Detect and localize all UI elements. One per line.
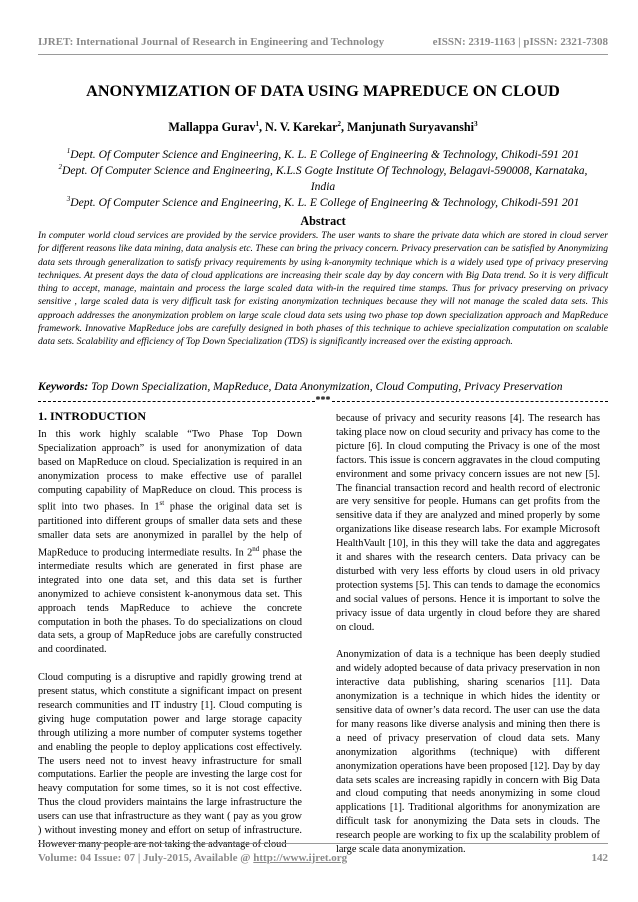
affiliation-3: $^3$Dept. Of Computer Science and Engineering, K. L. E College of Engineering & Technology, Chikodi-591 201 [66,195,580,209]
affiliation-1: $^1$Dept. Of Computer Science and Engineering, K. L. E College of Engineering & Technology, Chikodi-591 201 [66,147,580,161]
section-heading: 1. INTRODUCTION [38,409,147,423]
author-3: Manjunath Suryavanshi [347,120,475,135]
author-list: Mallappa Gurav$^1$, N. V. Karekar$^2$, Manjunath Suryavanshi$^3$ [168,120,478,135]
author-3-sup: 3 [474,120,478,128]
running-header [38,36,608,48]
issn: eISSN: 2319-1163 | pISSN: 2321-7308 [432,36,608,48]
author-2: N. V. Karekar [265,120,338,135]
affiliation-2: $^2$Dept. Of Computer Science and Engineering, K.L.S Gogte Institute Of Technology, Belagavi-590008, Karnataka, India [58,163,588,193]
author-1: Mallappa Gurav [168,120,256,135]
keywords-text: Top Down Specialization, MapReduce, Data Anonymization, Cloud Computing, Privacy Preservation [91,380,563,393]
keywords [38,380,608,393]
abstract-text: In computer world cloud services are provided by the service providers. The user wants to share the private data which are stored in cloud server for different reasons like data mining, data analysis etc. These can bring the privacy concern. Privacy preservation can be satisfied by Anonymizing data sets through generalization to satisfy privacy requirements by using k-anonymity technique which is a widely used type of privacy preserving techniques. At present days the data of cloud applications are increasing their scale day by day concern with Big Data trend. So it is very difficult thing to accept, manage, maintain and process the large scaled data with-in the required time stamps. Thus for privacy preserving on privacy sensitive , large scaled data is very difficult task for existing anonymization techniques because they will not manage the scaled data sets. This approach addresses the anonymization problem on large scale cloud data sets using two phase top down specialization approach and MapReduce framework. Innovative MapReduce jobs are carefully designed in both phases of this technique to achieve specialization computation on scalable data sets. Scalability and efficiency of Top Down Specialization (TDS) is significantly increased over the existing approach. [38,230,608,348]
paragraph: Cloud computing is a disruptive and rapidly growing trend at present status, which constitute a significant impact on present research communities and IT industry [1]. Cloud computing is giving huge computation power and large storage capacity through utilizing a more number of computer systems together and enabling the people to deploy applications cost effectively. The users need not to invest heavy infrastructure for small computations. Earlier the people are investing the large cost for heavy computation for some times, so it is not cost effective. Thus the cloud providers maintains the large infrastructure the users can use that infrastructure as they want ( pay as you grow ) without investing money and effort on setup of infrastructure. However many people are not taking the advantage of cloud [38,672,302,851]
right-column [336,412,600,871]
abstract-heading: Abstract [300,214,346,228]
keywords-label: Keywords: [38,380,89,393]
running-footer [38,852,608,864]
journal-link[interactable]: http://www.ijret.org [253,852,348,864]
paper-title: ANONYMIZATION OF DATA USING MAPREDUCE ON CLOUD [86,82,560,100]
section-separator: *** [38,396,608,406]
footer-rule [38,843,608,844]
page-number: 142 [591,852,608,864]
paragraph: In this work highly scalable “Two Phase Top Down Specialization approach” is used for anonymization of data based on MapReduce on cloud. Specialization is required in an anonymization process to make effective use of parallel computing capability of MapReduce on cloud. This process is split into two phases. In 1st phase the original data set is partitioned into different groups of smaller data sets and these smaller data sets are anonymized in parallel by the help of MapReduce to producing intermediate results. In 2nd phase the intermediate results which are generated in first phase are integrated into one data set, and this data set is further anonymized to achieve consistent k-anonymous data set. This approach tends MapReduce to achieve the concrete computation in both the phases. To do specializations on cloud data sets, a group of MapReduce jobs are carefully constructed and coordinated. [38,428,302,656]
paragraph: because of privacy and security reasons [4]. The research has taking place now on cloud security and privacy has come to the picture [6]. In cloud computing the Privacy is one of the most factors. This issue is concern aggravates in the cloud computing environment and some privacy concern issues are not new [5]. The financial transaction record and health record of electronic are very sensitive for people. Humans can get profits from the sensitive data if they are analyzed and mined properly by some organizations like disease research labs. For example Microsoft HealthVault [10], in this they will take the data and aggregates it and shares with the research centers. Data privacy can be disturbed with very less efforts by cloud users in old privacy protection systems [5]. This can tends to damage the economics and social values of persons. Hence it is important to solve the privacy issue of data urgently in cloud before they are shared on cloud. [336,413,600,633]
left-column [38,410,302,866]
author-1-sup: 1 [255,120,259,128]
journal-name: IJRET: International Journal of Research in Engineering and Technology [38,36,385,48]
author-2-sup: 2 [337,120,341,128]
volume-info: Volume: 04 Issue: 07 | July-2015, Available @ http://www.ijret.org [38,852,348,864]
header-rule [38,54,608,55]
paragraph: Anonymization of data is a technique has been deeply studied and widely adopted because of data privacy preservation in non interactive data publishing, sharing scenarios [11]. Data anonymization is a technique in which hides the identity or sensitive data of owner’s data record. The user can use the data for many reasons like diverse analysis and mining then there is a need of privacy preservation of cloud data sets. Many anonymization algorithms (technique) with different anonymization operations have been proposed [12]. Day by day data sets scales are increasing rapidly in concern with Big Data and cloud computing that needs anonymizing in some cloud applications [1]. Traditional algorithms for anonymization are difficult task for anonymizing the Data sets in clouds. The research people are working to fix up the scalability problem of large scale data anonymization. [336,649,600,856]
